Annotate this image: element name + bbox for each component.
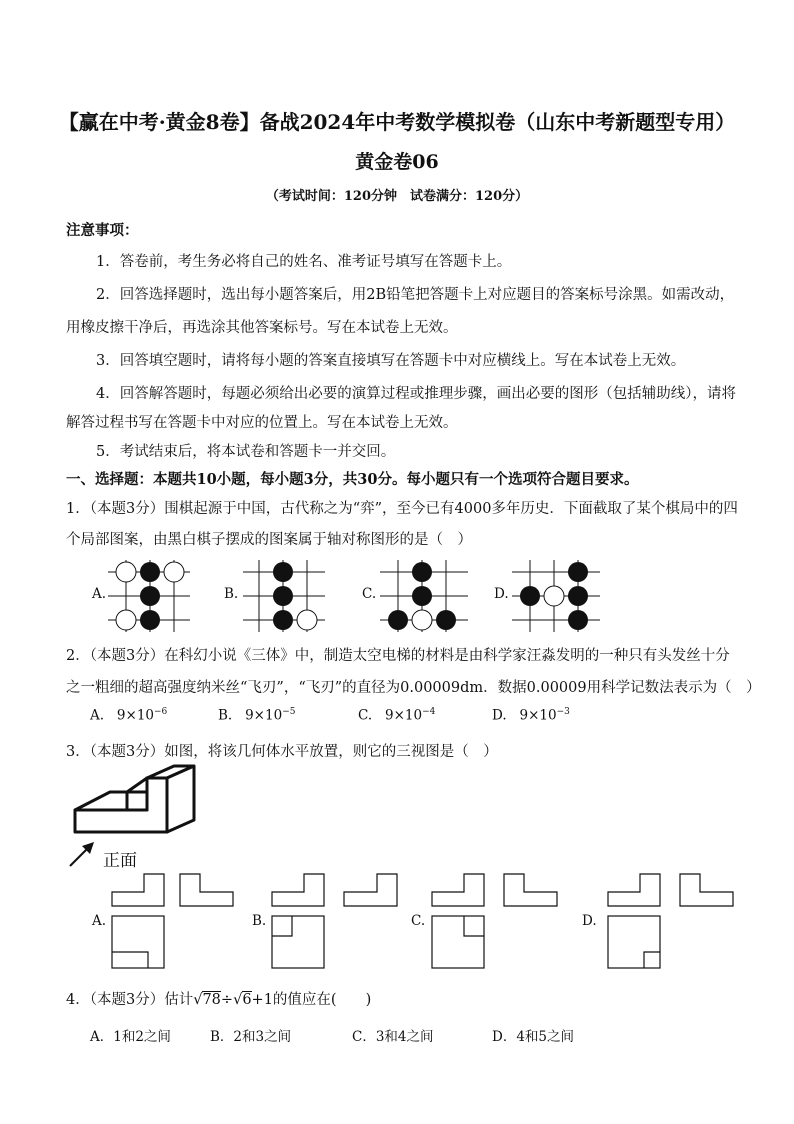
q1-option-d-label: D. (494, 586, 509, 602)
go-pattern-d (512, 560, 602, 632)
question-1-text: 1．（本题3分）围棋起源于中国，古代称之为“弈”，至今已有4000多年历史．下面截取了某个棋局中的四 (66, 501, 738, 517)
note-line: 解答过程书写在答题卡中对应的位置上。写在本试卷上无效。 (66, 415, 458, 431)
q1-option-a-label: A. (92, 586, 107, 602)
three-view-a (112, 874, 232, 970)
q2-option-a: A. $9\times 10^{-6}$ (90, 707, 168, 724)
question-2-text: 2．（本题3分）在科幻小说《三体》中，制造太空电梯的材料是由科学家汪淼发明的一种只有头发丝十分 (66, 648, 730, 664)
question-4-text: 4．（本题3分）估计√78÷√6+1的值应在( ) (66, 992, 372, 1008)
q4-option-b: B．2和3之间 (210, 1029, 292, 1045)
notes-heading: 注意事项： (66, 222, 139, 239)
exam-title: 【赢在中考·黄金8卷】备战2024年中考数学模拟卷（山东中考新题型专用） (58, 110, 736, 134)
note-line: 3．回答填空题时，请将每小题的答案直接填写在答题卡中对应横线上。写在本试卷上无效。 (96, 353, 686, 369)
question-3-text: 3．（本题3分）如图，将该几何体水平放置，则它的三视图是（ ） (66, 744, 498, 760)
go-pattern-b (243, 560, 329, 632)
section-heading: 一、选择题：本题共10小题，每小题3分，共30分。每小题只有一个选项符合题目要求。 (66, 471, 639, 488)
sqrt-78: √78 (193, 992, 221, 1008)
q4-option-c: C．3和4之间 (352, 1029, 434, 1045)
arrow-icon (68, 840, 98, 868)
note-line: 5．考试结束后，将本试卷和答题卡一并交回。 (96, 444, 396, 460)
front-view-label: 正面 (103, 851, 137, 871)
three-view-c (432, 874, 562, 970)
q3-option-d-label: D. (582, 913, 597, 929)
note-line: 1．答卷前，考生务必将自己的姓名、准考证号填写在答题卡上。 (96, 254, 512, 270)
note-line: 2．回答选择题时，选出每小题答案后，用2B铅笔把答题卡上对应题目的答案标号涂黑。如需改动， (96, 287, 735, 303)
q4-option-d: D．4和5之间 (492, 1029, 575, 1045)
q3-option-b-label: B. (252, 913, 267, 929)
paper-subtitle: 黄金卷06 (355, 151, 439, 173)
solid-figure (70, 766, 200, 838)
q2-option-b: B. $9\times 10^{-5}$ (218, 707, 296, 724)
q3-option-a-label: A. (92, 913, 107, 929)
q4-option-a: A．1和2之间 (90, 1029, 171, 1045)
question-2-text: 之一粗细的超高强度纳米丝“飞刃”，“飞刃”的直径为0.00009dm．数据0.00009用科学记数法表示为（ ） (66, 680, 761, 696)
q3-option-c-label: C. (411, 913, 426, 929)
go-pattern-a (108, 560, 194, 632)
sqrt-6: √6 (233, 992, 252, 1008)
three-view-b (272, 874, 402, 970)
q1-option-b-label: B. (224, 586, 239, 602)
note-line: 4．回答解答题时，每题必须给出必要的演算过程或推理步骤，画出必要的图形（包括辅助线），请将 (96, 386, 736, 402)
question-1-text: 个局部图案，由黑白棋子摆成的图案属于轴对称图形的是（ ） (66, 532, 472, 548)
note-line: 用橡皮擦干净后，再选涂其他答案标号。写在本试卷上无效。 (66, 320, 458, 336)
go-pattern-c (380, 560, 470, 632)
q2-option-d: D. $9\times 10^{-3}$ (492, 707, 570, 724)
exam-info: （考试时间：120分钟 试卷满分：120分） (265, 189, 529, 204)
q1-option-c-label: C. (362, 586, 377, 602)
q2-option-c: C. $9\times 10^{-4}$ (358, 707, 436, 724)
three-view-d (608, 874, 738, 970)
